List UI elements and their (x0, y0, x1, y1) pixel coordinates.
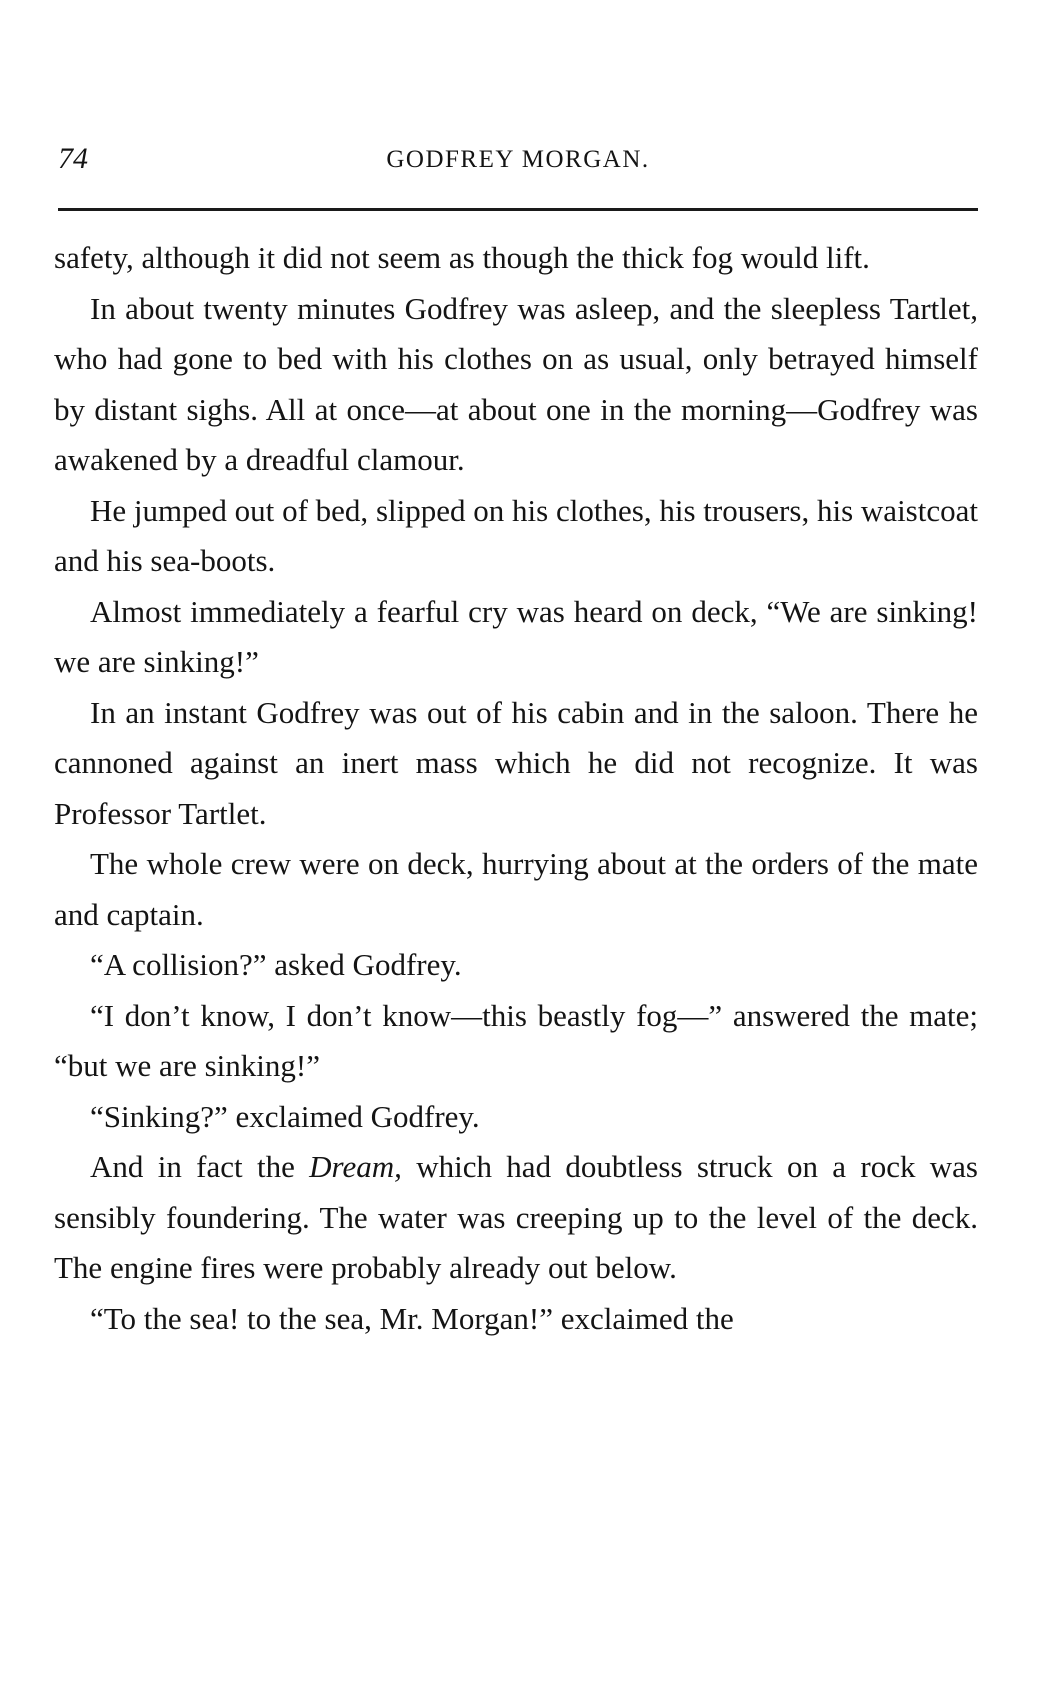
paragraph-continued: safety, although it did not seem as though the thick fog would lift. (54, 240, 870, 275)
header-divider (58, 208, 978, 211)
text-run: which had doubtless struck on a rock was sensibly foundering. The water was creeping up to the level of the deck. The engine fires were probably already out below. (54, 1149, 978, 1285)
paragraph: The whole crew were on deck, hurrying about at the orders of the mate and captain. (54, 846, 978, 932)
book-title: GODFREY MORGAN. (386, 146, 650, 173)
text-run: And in fact the (90, 1149, 310, 1184)
paragraph: “I don’t know, I don’t know—this beastly fog—” answered the mate; “but we are sinking!” (54, 997, 978, 1083)
paragraph: In about twenty minutes Godfrey was asleep, and the sleepless Tartlet, who had gone to bed with his clothes on as usual, only betrayed himself by distant sighs. All at once—at about one in the morning—Godfrey was awakened by a dreadful clamour. (54, 290, 978, 477)
paragraph: He jumped out of bed, slipped on his clothes, his trousers, his waistcoat and his sea-boots. (54, 492, 978, 578)
body-text (54, 233, 978, 1344)
page-number: 74 (58, 142, 88, 175)
paragraph: Almost immediately a fearful cry was heard on deck, “We are sinking! we are sinking!” (54, 593, 978, 679)
paragraph-continues: “To the sea! to the sea, Mr. Morgan!” exclaimed the (90, 1300, 734, 1336)
paragraph: “A collision?” asked Godfrey. (90, 947, 462, 982)
paragraph: “Sinking?” exclaimed Godfrey. (90, 1098, 480, 1134)
running-head (58, 140, 978, 184)
ship-name: Dream, (309, 1149, 402, 1184)
paragraph: In an instant Godfrey was out of his cabin and in the saloon. There he cannoned against an inert mass which he did not recognize. It was Professor Tartlet. (54, 694, 978, 831)
paragraph (54, 1142, 978, 1294)
